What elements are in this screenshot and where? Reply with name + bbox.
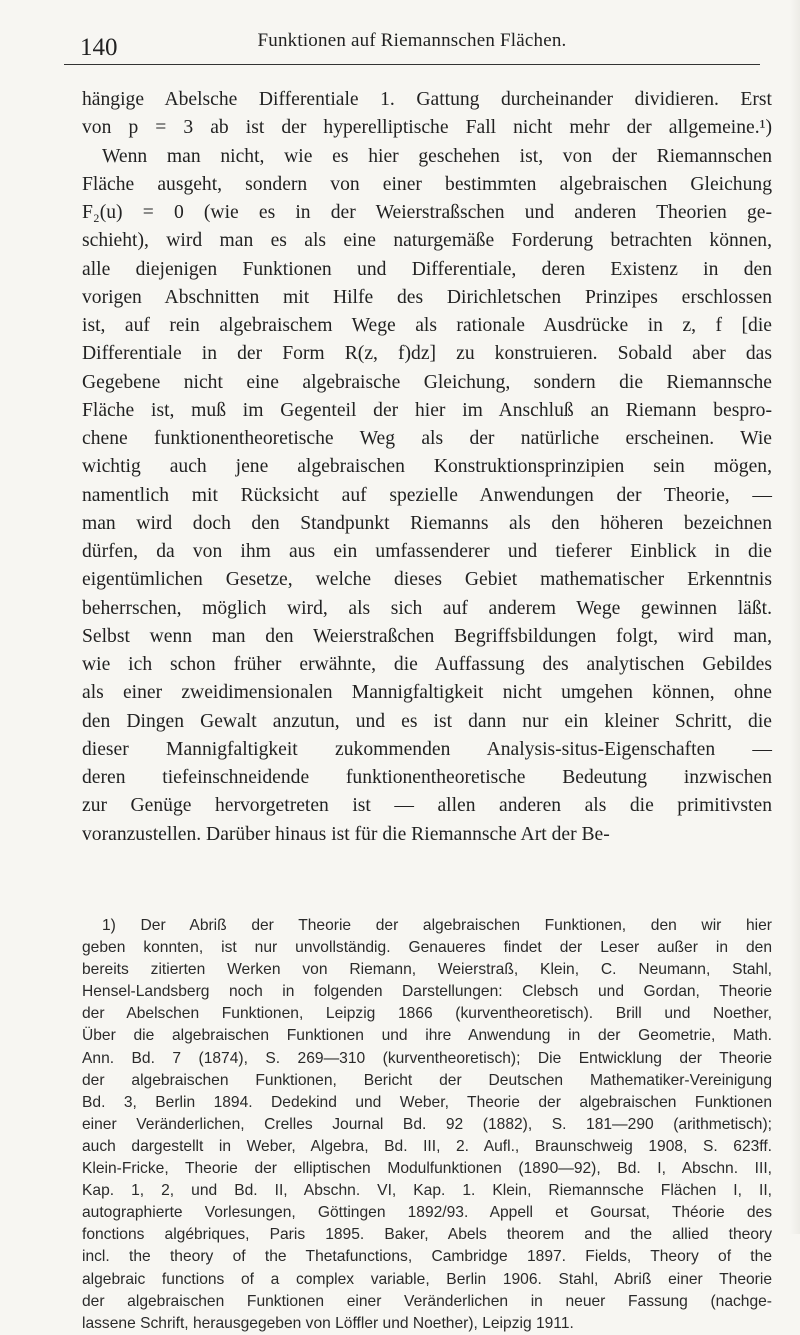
body-line: als einer zweidimensionalen Mannigfaltigkeit nicht umgehen können, ohne <box>82 682 772 704</box>
body-line: man wird doch den Standpunkt Riemanns als den höheren bezeichnen <box>82 512 772 534</box>
body-line: dürfen, da von ihm aus ein umfassenderer und tieferer Einblick in die <box>82 541 772 562</box>
body-line: wichtig auch jene algebraischen Konstruktionsprinzipien sein mögen, <box>82 456 772 478</box>
footnotes <box>82 915 772 1335</box>
footnote-line: der Abelschen Funktionen, Leipzig 1866 (kurventheoretisch). Brill und Noether, <box>82 1005 772 1023</box>
footnote-line: bereits zitierten Werken von Riemann, Weierstraß, Klein, C. Neumann, Stahl, <box>82 961 772 979</box>
body-line: hängige Abelsche Differentiale 1. Gattung durcheinander dividieren. Erst <box>82 89 772 110</box>
body-line: F₂(u) = 0 (wie es in der Weierstraßschen und anderen Theorien ge- <box>82 202 772 223</box>
footnote-line: autographierte Vorlesungen, Göttingen 1892/93. Appell et Goursat, Théorie des <box>82 1204 772 1222</box>
footnote-line: einer Veränderlichen, Crelles Journal Bd. 92 (1882), S. 181—290 (arithmetisch); <box>82 1115 772 1133</box>
body-line: Differentiale in der Form R(z, f)dz] zu konstruieren. Sobald aber das <box>82 343 772 365</box>
body-line: deren tiefeinschneidende funktionentheoretische Bedeutung inzwischen <box>82 767 772 788</box>
footnote-line: geben konnten, ist nur unvollständig. Genaueres findet der Leser außer in den <box>82 939 772 957</box>
running-title: Funktionen auf Riemannschen Flächen. <box>257 30 567 51</box>
body-line: eigentümlichen Gesetze, welche dieses Gebiet mathematischer Erkenntnis <box>82 569 772 591</box>
footnote-line: lassene Schrift, herausgegeben von Löffler und Noether), Leipzig 1911. <box>82 1314 574 1332</box>
body-line: vorigen Abschnitten mit Hilfe des Dirichletschen Prinzipes erschlossen <box>82 286 772 308</box>
footnote-line: der algebraischen Funktionen, Bericht der Deutschen Mathematiker-Vereinigung <box>82 1071 772 1089</box>
body-line: ist, auf rein algebraischem Wege als rationale Ausdrücke in z, f [die <box>82 315 772 336</box>
footnote-line: Hensel-Landsberg noch in folgenden Darstellungen: Clebsch und Gordan, Theorie <box>82 983 772 1001</box>
body-line: wie ich schon früher erwähnte, die Auffassung des analytischen Gebildes <box>82 654 772 675</box>
footnote-line: auch dargestellt in Weber, Algebra, Bd. III, 2. Aufl., Braunschweig 1908, S. 623ff. <box>82 1137 772 1155</box>
body-line: den Dingen Gewalt anzutun, und es ist dann nur ein kleiner Schritt, die <box>82 710 772 732</box>
body-line: Fläche ausgeht, sondern von einer bestimmten algebraischen Gleichung <box>82 173 772 195</box>
main-text <box>82 86 772 849</box>
body-line: von p = 3 ab ist der hyperelliptische Fall nicht mehr der allgemeine.¹) <box>82 117 772 139</box>
page-header <box>64 30 760 65</box>
footnote-line: Ann. Bd. 7 (1874), S. 269—310 (kurventheoretisch); Die Entwicklung der Theorie <box>82 1049 772 1067</box>
body-line: dieser Mannigfaltigkeit zukommenden Analysis-situs-Eigenschaften — <box>82 738 772 760</box>
footnote-line: 1) Der Abriß der Theorie der algebraischen Funktionen, den wir hier <box>102 917 772 934</box>
footnote-line: fonctions algébriques, Paris 1895. Baker, Abels theorem and the allied theory <box>82 1226 772 1244</box>
footnote-line: Über die algebraischen Funktionen und ihre Anwendung in der Geometrie, Math. <box>82 1027 772 1045</box>
footnote-line: der algebraischen Funktionen einer Veränderlichen in neuer Fassung (nachge- <box>82 1292 772 1310</box>
body-line: Wenn man nicht, wie es hier geschehen ist, von der Riemannschen <box>102 145 772 167</box>
page-edge-shadow <box>790 0 800 1234</box>
footnote-line: incl. the theory of the Thetafunctions, Cambridge 1897. Fields, Theory of the <box>82 1248 772 1266</box>
body-line: beherrschen, möglich wird, als sich auf anderem Wege gewinnen läßt. <box>82 597 772 619</box>
footnote-line: Kap. 1, 2, und Bd. II, Abschn. VI, Kap. 1. Klein, Riemannsche Flächen I, II, <box>82 1182 772 1200</box>
body-line: namentlich mit Rücksicht auf spezielle Anwendungen der Theorie, — <box>82 484 772 506</box>
body-line: alle diejenigen Funktionen und Differentiale, deren Existenz in den <box>82 258 772 280</box>
body-line: Selbst wenn man den Weierstraßchen Begriffsbildungen folgt, wird man, <box>82 625 772 647</box>
body-line: chene funktionentheoretische Weg als der natürliche erscheinen. Wie <box>82 428 772 449</box>
body-line: Fläche ist, muß im Gegenteil der hier im Anschluß an Riemann bespro- <box>82 399 772 421</box>
footnote-line: Klein-Fricke, Theorie der elliptischen Modulfunktionen (1890—92), Bd. I, Abschn. III, <box>82 1160 772 1178</box>
body-line: zur Genüge hervorgetreten ist — allen anderen als die primitivsten <box>82 795 772 817</box>
footnote-line: algebraic functions of a complex variable, Berlin 1906. Stahl, Abriß einer Theorie <box>82 1270 772 1288</box>
body-line: voranzustellen. Darüber hinaus ist für die Riemannsche Art der Be- <box>82 823 610 845</box>
footnote-line: Bd. 3, Berlin 1894. Dedekind und Weber, Theorie der algebraischen Funktionen <box>82 1093 772 1111</box>
body-line: schieht), wird man es als eine naturgemäße Forderung betrachten können, <box>82 230 772 252</box>
body-line: Gegebene nicht eine algebraische Gleichung, sondern die Riemannsche <box>82 371 772 393</box>
page-number: 140 <box>80 34 118 61</box>
